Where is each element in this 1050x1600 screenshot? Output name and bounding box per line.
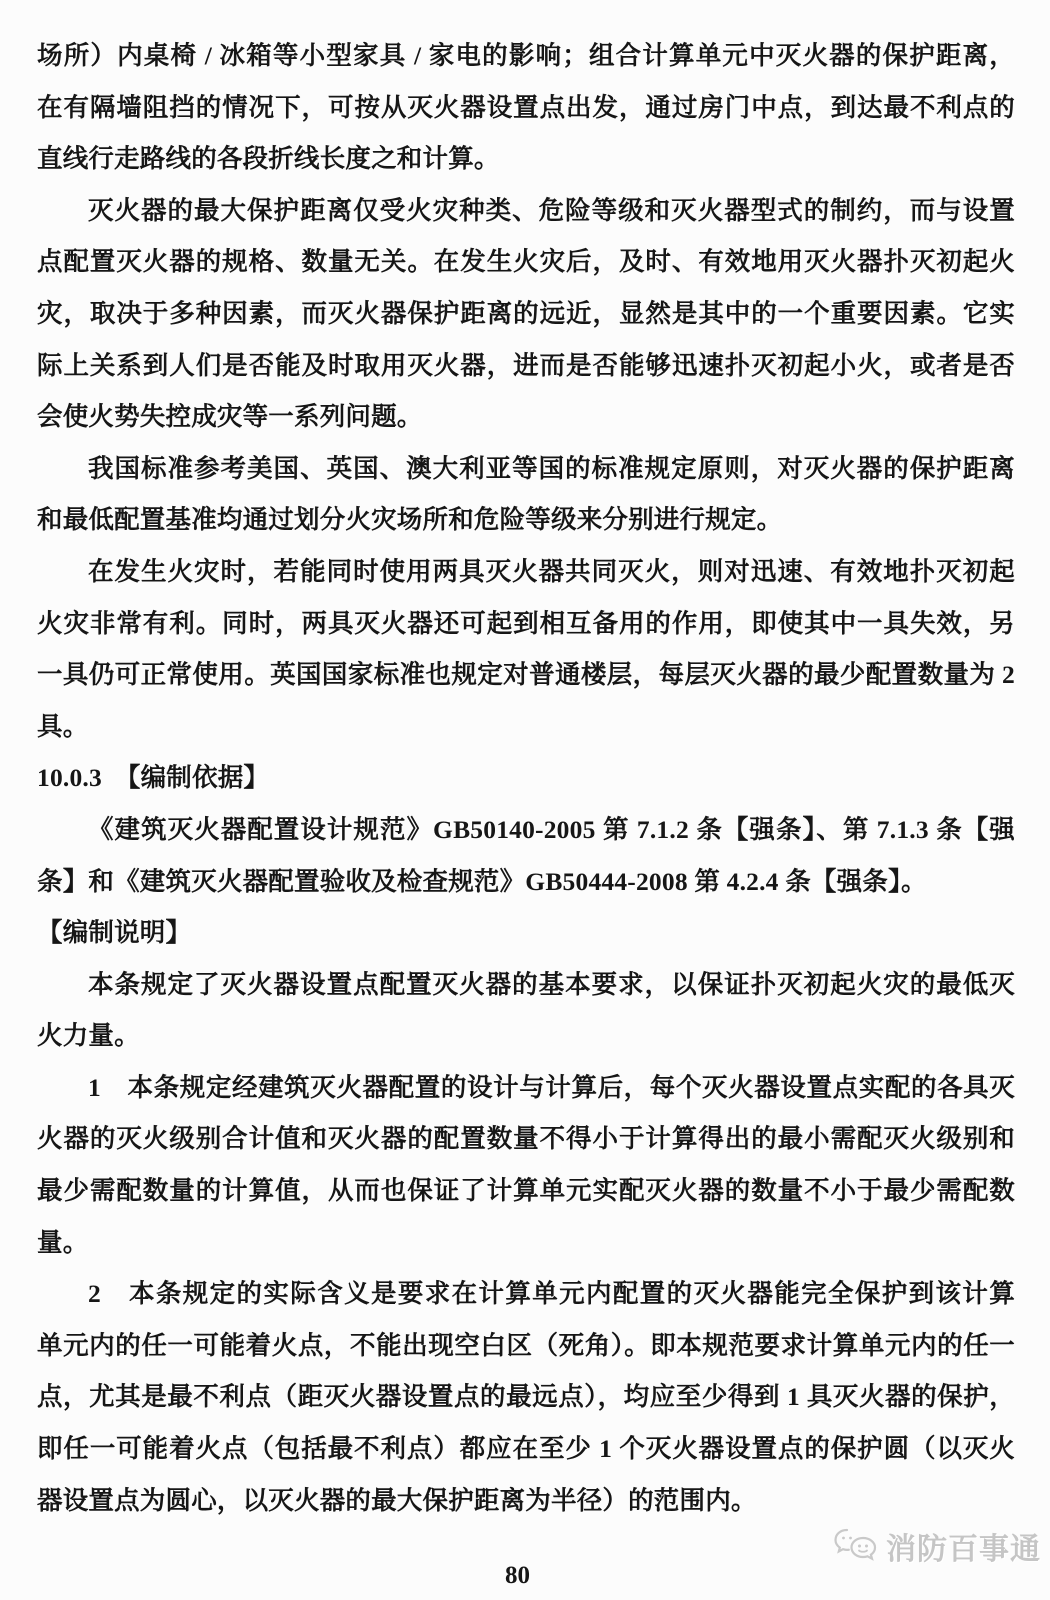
text-line: 《建筑灭火器配置设计规范》GB50140-2005 第 7.1.2 条【强条】、第 7.1.3 条【强 <box>88 814 1015 844</box>
text-line: 际上关系到人们是否能及时取用灭火器，进而是否能够迅速扑灭初起小火，或者是否 <box>37 350 1015 380</box>
page-number: 80 <box>505 1562 530 1589</box>
text-line: 1 本条规定经建筑灭火器配置的设计与计算后，每个灭火器设置点实配的各具灭 <box>88 1072 1015 1102</box>
text-line: 火力量。 <box>37 1021 140 1051</box>
text-line: 具。 <box>37 711 89 741</box>
text-line: 和最低配置基准均通过划分火灾场所和危险等级来分别进行规定。 <box>37 505 783 535</box>
text-line: 本条规定了灭火器设置点配置灭火器的基本要求，以保证扑灭初起火灾的最低灭 <box>88 969 1015 999</box>
text-line: 直线行走路线的各段折线长度之和计算。 <box>37 144 500 174</box>
text-line: 火灾非常有利。同时，两具灭火器还可起到相互备用的作用，即使其中一具失效，另 <box>37 608 1015 638</box>
text-line: 在发生火灾时，若能同时使用两具灭火器共同灭火，则对迅速、有效地扑灭初起 <box>88 556 1015 586</box>
text-line: 我国标准参考美国、英国、澳大利亚等国的标准规定原则，对灭火器的保护距离 <box>88 453 1015 483</box>
text-line: 【编制说明】 <box>37 918 192 948</box>
chat-bubbles-icon <box>833 1526 881 1566</box>
text-line: 灭火器的最大保护距离仅受火灾种类、危险等级和灭火器型式的制约，而与设置 <box>88 195 1015 225</box>
text-line: 点配置灭火器的规格、数量无关。在发生火灾后，及时、有效地用灭火器扑灭初起火 <box>37 247 1015 277</box>
text-line: 最少需配数量的计算值，从而也保证了计算单元实配灭火器的数量不小于最少需配数 <box>37 1176 1015 1206</box>
text-line: 2 本条规定的实际含义是要求在计算单元内配置的灭火器能完全保护到该计算 <box>88 1279 1015 1309</box>
document-body <box>37 30 1015 1526</box>
text-line: 条】和《建筑灭火器配置验收及检查规范》GB50444-2008 第 4.2.4 条【强条】。 <box>37 866 927 896</box>
text-line: 10.0.3 【编制依据】 <box>37 763 270 793</box>
text-line: 一具仍可正常使用。英国国家标准也规定对普通楼层，每层灭火器的最少配置数量为 2 <box>37 660 1015 690</box>
text-line: 单元内的任一可能着火点，不能出现空白区（死角）。即本规范要求计算单元内的任一 <box>37 1330 1015 1360</box>
text-line: 器设置点为圆心，以灭火器的最大保护距离为半径）的范围内。 <box>37 1485 757 1515</box>
text-line: 火器的灭火级别合计值和灭火器的配置数量不得小于计算得出的最小需配灭火级别和 <box>37 1124 1015 1154</box>
text-line: 会使火势失控成灾等一系列问题。 <box>37 402 423 432</box>
watermark-label: 消防百事通 <box>886 1533 1041 1566</box>
text-line: 场所）内桌椅 / 冰箱等小型家具 / 家电的影响；组合计算单元中灭火器的保护距离， <box>37 41 1015 70</box>
text-line: 灾，取决于多种因素，而灭火器保护距离的远近，显然是其中的一个重要因素。它实 <box>37 298 1015 328</box>
text-line: 点，尤其是最不利点（距灭火器设置点的最远点），均应至少得到 1 具灭火器的保护， <box>37 1382 1015 1412</box>
text-line: 即任一可能着火点（包括最不利点）都应在至少 1 个灭火器设置点的保护圆（以灭火 <box>37 1434 1015 1464</box>
text-line: 量。 <box>37 1227 89 1257</box>
text-line: 在有隔墙阻挡的情况下，可按从灭火器设置点出发，通过房门中点，到达最不利点的 <box>37 92 1015 122</box>
